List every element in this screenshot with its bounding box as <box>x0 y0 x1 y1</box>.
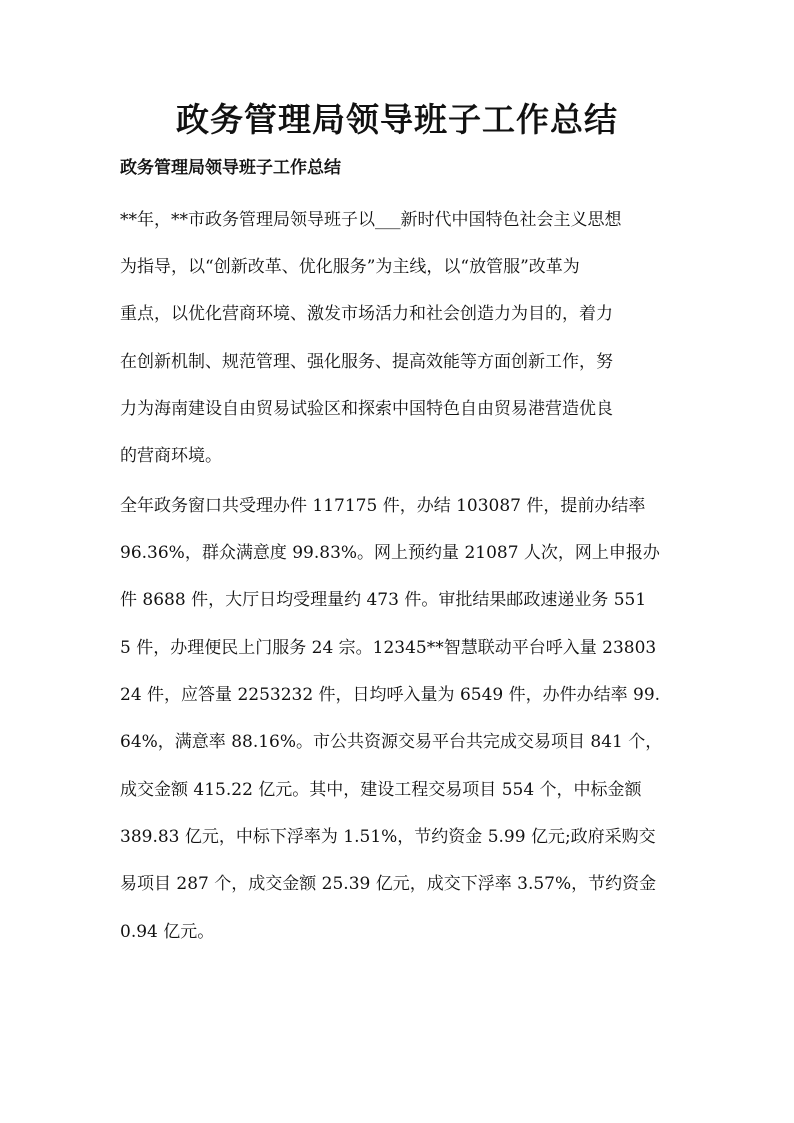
paragraph-2-line-3: 件 8688 件，大厅日均受理量约 473 件。审批结果邮政速递业务 551 <box>120 590 647 610</box>
paragraph-2-line-9: 易项目 287 个，成交金额 25.39 亿元，成交下浮率 3.57%，节约资金 <box>120 874 657 894</box>
document-title: 政务管理局领导班子工作总结 <box>176 100 618 139</box>
paragraph-2-line-4: 5 件，办理便民上门服务 24 宗。12345**智慧联动平台呼入量 23803 <box>120 638 657 658</box>
paragraph-2-line-6: 64%，满意率 88.16%。市公共资源交易平台共完成交易项目 841 个， <box>120 732 663 752</box>
paragraph-1-line-2: 为指导，以“创新改革、优化服务”为主线，以“放管服”改革为 <box>120 257 580 277</box>
paragraph-1-line-5: 力为海南建设自由贸易试验区和探索中国特色自由贸易港营造优良 <box>120 399 613 419</box>
paragraph-1-line-1: **年，**市政务管理局领导班子以___新时代中国特色社会主义思想 <box>120 210 622 230</box>
paragraph-1-line-4: 在创新机制、规范管理、强化服务、提高效能等方面创新工作，努 <box>120 352 613 372</box>
paragraph-1-line-6: 的营商环境。 <box>120 446 222 466</box>
paragraph-2-line-7: 成交金额 415.22 亿元。其中，建设工程交易项目 554 个，中标金额 <box>120 780 642 800</box>
document-subtitle: 政务管理局领导班子工作总结 <box>120 158 341 178</box>
paragraph-2-line-5: 24 件，应答量 2253232 件，日均呼入量为 6549 件，办件办结率 99. <box>120 685 661 705</box>
paragraph-2-line-10: 0.94 亿元。 <box>120 922 215 942</box>
paragraph-2-line-8: 389.83 亿元，中标下浮率为 1.51%，节约资金 5.99 亿元;政府采购交 <box>120 827 656 847</box>
paragraph-2-line-1: 全年政务窗口共受理办件 117175 件，办结 103087 件，提前办结率 <box>120 496 646 516</box>
paragraph-2-line-2: 96.36%，群众满意度 99.83%。网上预约量 21087 人次，网上申报办 <box>120 543 660 563</box>
paragraph-1-line-3: 重点，以优化营商环境、激发市场活力和社会创造力为目的，着力 <box>120 304 613 324</box>
